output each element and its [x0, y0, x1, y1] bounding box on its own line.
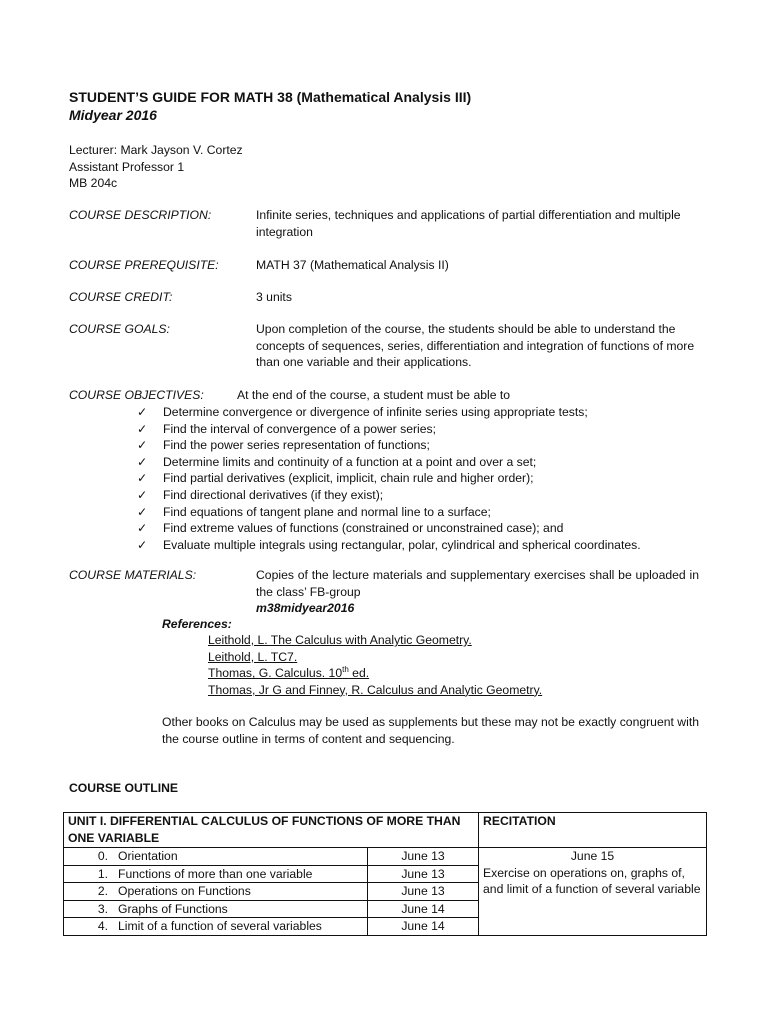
objective-item: [137, 421, 641, 438]
checkmark-icon: ✓: [137, 438, 148, 453]
description-label: COURSE DESCRIPTION:: [69, 208, 212, 222]
topic-number: 1.: [97, 866, 108, 881]
recitation-cell: [479, 848, 707, 936]
date-cell: June 13: [368, 865, 479, 883]
reference-suffix: ed.: [348, 666, 370, 681]
objectives-list: [137, 404, 641, 553]
date-cell: June 14: [368, 900, 479, 918]
recitation-date: June 15: [570, 849, 615, 863]
table-row: [64, 848, 707, 866]
objective-text: Find equations of tangent plane and normal line to a surface;: [163, 504, 491, 519]
topic-number: 4.: [97, 919, 108, 934]
topic-cell: [64, 848, 368, 866]
date-cell: June 13: [368, 848, 479, 866]
outline-header-row: [64, 813, 707, 848]
objective-item: [137, 470, 641, 487]
topic-cell: [64, 900, 368, 918]
reference-sup: th: [342, 665, 349, 675]
lecturer-office: MB 204c: [69, 176, 118, 191]
objective-text: Find the interval of convergence of a power series;: [163, 421, 437, 436]
materials-group: m38midyear2016: [256, 601, 355, 615]
objective-item: [137, 504, 641, 521]
reference-item: Leithold, L. TC7.: [208, 649, 298, 664]
objectives-intro: At the end of the course, a student must be able to: [237, 388, 511, 402]
objective-item: [137, 537, 641, 554]
materials-label: COURSE MATERIALS:: [69, 568, 197, 582]
reference-item: Leithold, L. The Calculus with Analytic Geometry.: [208, 633, 472, 647]
objective-item: [137, 454, 641, 471]
objective-item: [137, 437, 641, 454]
goals-label: COURSE GOALS:: [69, 322, 170, 336]
topic-number: 2.: [97, 884, 108, 899]
materials-text: Copies of the lecture materials and supplementary exercises shall be uploaded in the class’ FB-group: [256, 568, 699, 599]
topic-text: Functions of more than one variable: [118, 866, 313, 881]
credit-text: 3 units: [256, 290, 292, 304]
objective-text: Find directional derivatives (if they exist);: [163, 487, 384, 502]
checkmark-icon: ✓: [137, 487, 148, 502]
checkmark-icon: ✓: [137, 504, 148, 519]
objective-item: [137, 520, 641, 537]
date-cell: June 13: [368, 883, 479, 901]
topic-cell: [64, 883, 368, 901]
prerequisite-label: COURSE PREREQUISITE:: [69, 258, 219, 272]
unit-header: UNIT I. DIFFERENTIAL CALCULUS OF FUNCTIONS OF MORE THAN ONE VARIABLE: [64, 813, 479, 848]
references-label: References:: [162, 617, 232, 631]
reference-item: Thomas, Jr G and Finney, R. Calculus and Analytic Geometry.: [208, 682, 543, 697]
checkmark-icon: ✓: [137, 471, 148, 486]
prerequisite-text: MATH 37 (Mathematical Analysis II): [256, 258, 449, 272]
topic-text: Limit of a function of several variables: [118, 919, 322, 934]
checkmark-icon: ✓: [137, 454, 148, 469]
reference-item: [208, 665, 542, 682]
checkmark-icon: ✓: [137, 421, 148, 436]
topic-text: Orientation: [118, 849, 178, 863]
objective-text: Find extreme values of functions (constrained or unconstrained case); and: [163, 521, 564, 536]
goals-text: Upon completion of the course, the students should be able to understand the concepts of sequences, series, differentiation and integration of functions of more than one variable and their applications.: [256, 322, 695, 370]
objective-text: Determine limits and continuity of a function at a point and over a set;: [163, 454, 537, 469]
lecturer-name: Lecturer: Mark Jayson V. Cortez: [69, 143, 243, 157]
objective-item: [137, 487, 641, 504]
checkmark-icon: ✓: [137, 405, 148, 419]
document-title: STUDENT’S GUIDE FOR MATH 38 (Mathematical Analysis III): [69, 89, 472, 105]
checkmark-icon: ✓: [137, 521, 148, 536]
description-text: Infinite series, techniques and applications of partial differentiation and multiple integration: [256, 208, 681, 239]
objective-text: Determine convergence or divergence of infinite series using appropriate tests;: [163, 405, 588, 419]
topic-text: Graphs of Functions: [118, 901, 228, 916]
objective-item: [137, 404, 641, 421]
objective-text: Evaluate multiple integrals using rectangular, polar, cylindrical and spherical coordinates.: [163, 537, 641, 552]
references-list: [208, 632, 542, 698]
objective-text: Find the power series representation of functions;: [163, 438, 430, 453]
objective-text: Find partial derivatives (explicit, implicit, chain rule and higher order);: [163, 471, 534, 486]
topic-cell: [64, 918, 368, 936]
lecturer-block: [69, 142, 243, 192]
date-cell: June 14: [368, 918, 479, 936]
credit-label: COURSE CREDIT:: [69, 290, 173, 304]
materials-note: Other books on Calculus may be used as supplements but these may not be exactly congruent with the course outline in terms of content and sequencing.: [162, 715, 699, 746]
reference-text: Thomas, G. Calculus. 10: [208, 666, 343, 681]
recitation-text: Exercise on operations on, graphs of, and limit of a function of several variable: [483, 865, 701, 897]
outline-label: COURSE OUTLINE: [69, 781, 179, 795]
lecturer-position: Assistant Professor 1: [69, 159, 185, 174]
topic-number: 3.: [97, 901, 108, 916]
topic-number: 0.: [97, 849, 108, 863]
objectives-label: COURSE OBJECTIVES:: [69, 388, 204, 402]
document-term: Midyear 2016: [69, 107, 157, 123]
checkmark-icon: ✓: [137, 537, 148, 552]
recitation-header: RECITATION: [479, 813, 707, 848]
outline-table: [63, 812, 707, 936]
topic-cell: [64, 865, 368, 883]
topic-text: Operations on Functions: [118, 884, 251, 899]
